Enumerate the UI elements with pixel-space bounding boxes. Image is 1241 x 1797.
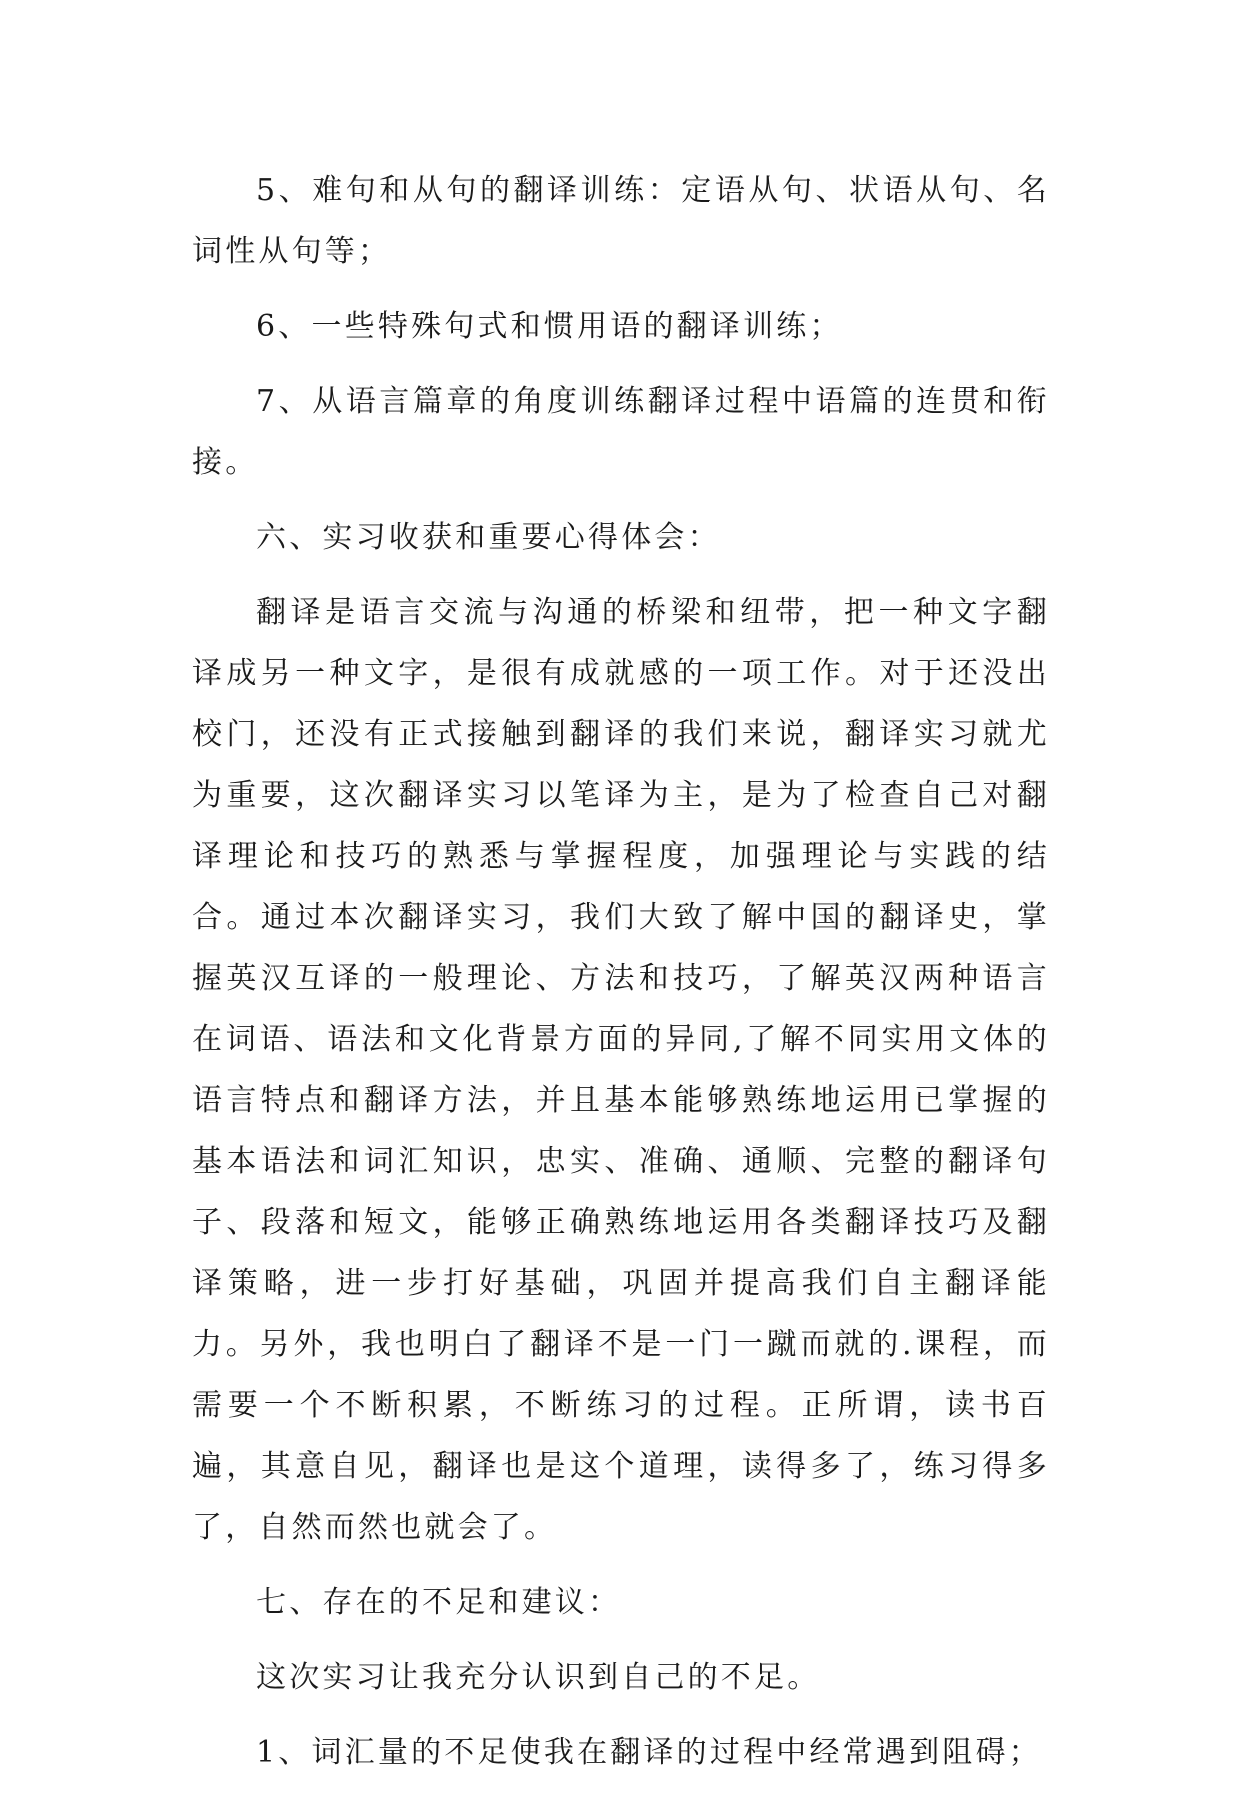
section-heading-shortcomings: 七、存在的不足和建议： — [256, 1585, 622, 1620]
list-item-special-patterns: 6、一些特殊句式和惯用语的翻译训练； — [256, 309, 843, 344]
section-heading-gains: 六、实习收获和重要心得体会： — [256, 520, 721, 555]
list-item-difficult-sentences: 5、难句和从句的翻译训练：定语从句、状语从句、名词性从句等； — [192, 173, 1050, 269]
list-item-vocabulary: 1、词汇量的不足使我在翻译的过程中经常遇到阻碍； — [256, 1735, 1042, 1770]
list-item-discourse-coherence: 7、从语言篇章的角度训练翻译过程中语篇的连贯和衔接。 — [192, 384, 1050, 480]
body-paragraph-shortcomings-intro: 这次实习让我充分认识到自己的不足。 — [256, 1660, 821, 1695]
body-paragraph-gains: 翻译是语言交流与沟通的桥梁和纽带，把一种文字翻译成另一种文字，是很有成就感的一项工作。对于还没出校门，还没有正式接触到翻译的我们来说，翻译实习就尤为重要，这次翻译实习以笔译为主，是为了检查自己对翻译理论和技巧的熟悉与掌握程度，加强理论与实践的结合。通过本次翻译实习，我们大致了解中国的翻译史，掌握英汉互译的一般理论、方法和技巧，了解英汉两种语言在词语、语法和文化背景方面的异同,了解不同实用文体的语言特点和翻译方法，并且基本能够熟练地运用已掌握的基本语法和词汇知识，忠实、准确、通顺、完整的翻译句子、段落和短文，能够正确熟练地运用各类翻译技巧及翻译策略，进一步打好基础，巩固并提高我们自主翻译能力。另外，我也明白了翻译不是一门一蹴而就的.课程，而需要一个不断积累，不断练习的过程。正所谓，读书百遍，其意自见，翻译也是这个道理，读得多了，练习得多了，自然而然也就会了。 — [192, 595, 1050, 1545]
document-page — [192, 160, 1050, 1797]
